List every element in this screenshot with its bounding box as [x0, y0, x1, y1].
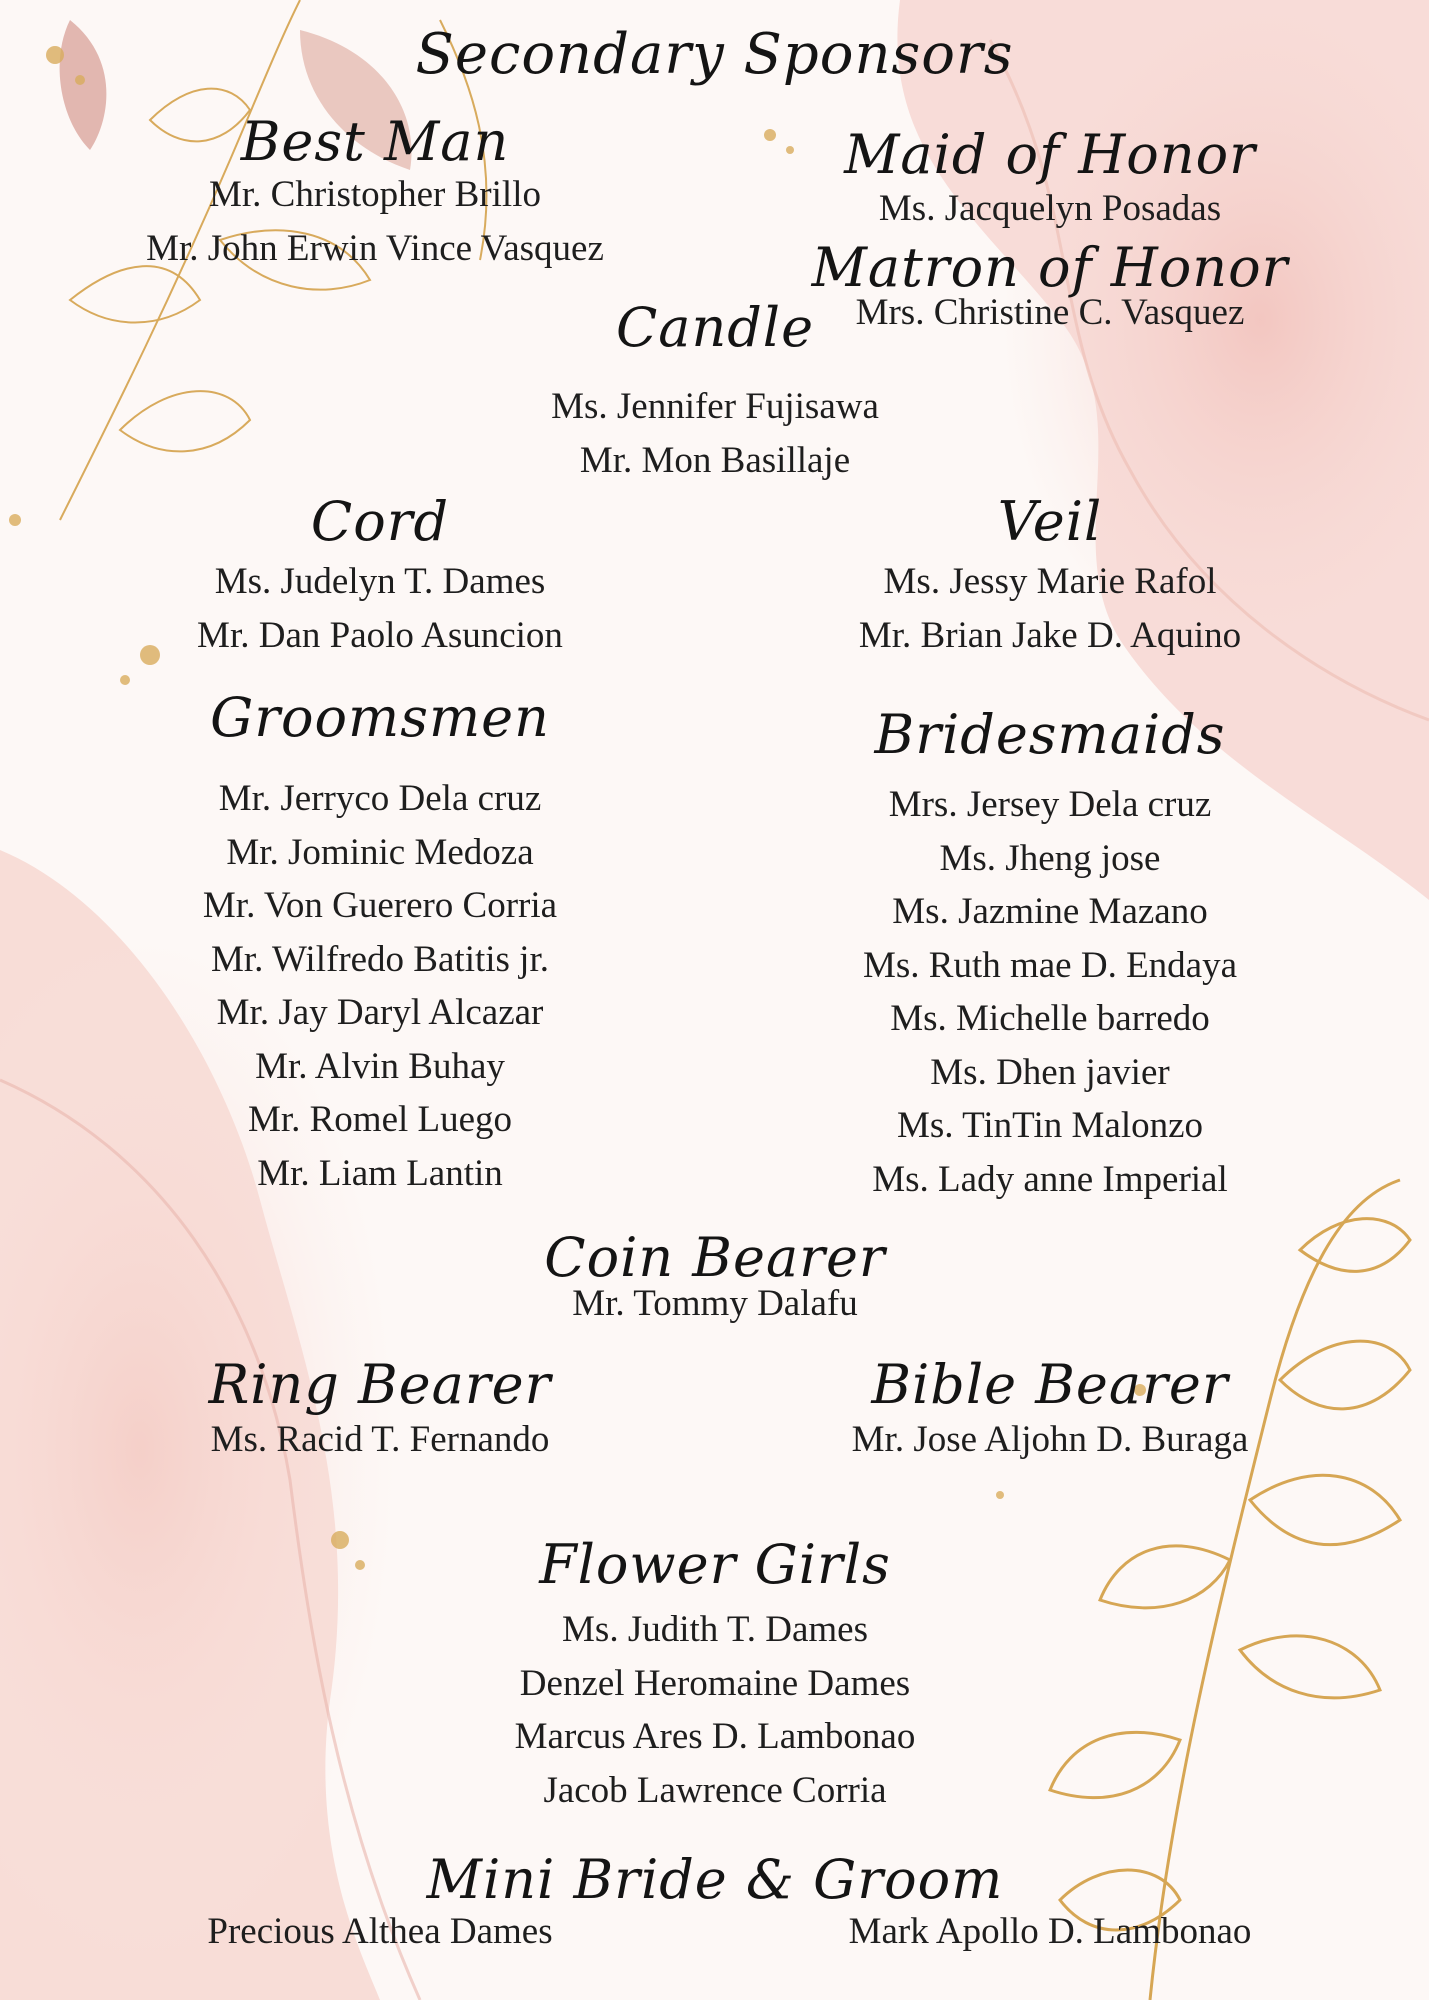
name-line: Ms. Judelyn T. Dames — [214, 561, 546, 602]
ring-bearer-names — [80, 1413, 680, 1467]
name-line: Ms. Lady anne Imperial — [872, 1158, 1228, 1200]
name-line: Ms. Jacquelyn Posadas — [878, 188, 1222, 229]
mini-groom-name: Mark Apollo D. Lambonao — [848, 1911, 1252, 1952]
cord-heading: Cord — [310, 490, 450, 553]
ring-bearer-heading: Ring Bearer — [208, 1353, 552, 1416]
name-line: Ms. Racid T. Fernando — [210, 1419, 550, 1460]
name-line: Ms. Jessy Marie Rafol — [883, 561, 1217, 602]
name-line: Mr. Jerryco Dela cruz — [218, 778, 542, 819]
name-line: Ms. TinTin Malonzo — [896, 1105, 1204, 1146]
name-line: Mrs. Christine C. Vasquez — [855, 292, 1245, 333]
maid-of-honor-names — [750, 182, 1350, 236]
name-line: Ms. Ruth mae D. Endaya — [862, 944, 1238, 986]
name-line: Ms. Jazmine Mazano — [892, 891, 1208, 932]
name-line: Mr. Tommy Dalafu — [572, 1283, 858, 1324]
matron-of-honor-heading: Matron of Honor — [811, 236, 1289, 299]
name-line: Mr. Jay Daryl Alcazar — [216, 992, 544, 1033]
name-line: Mr. Alvin Buhay — [255, 1045, 505, 1087]
maid-of-honor-heading: Maid of Honor — [844, 123, 1256, 186]
candle-heading: Candle — [615, 296, 815, 359]
name-line: Ms. Michelle barredo — [890, 998, 1210, 1039]
best-man-heading: Best Man — [240, 110, 510, 173]
flower-girls-heading: Flower Girls — [539, 1533, 891, 1596]
name-line: Mr. John Erwin Vince Vasquez — [146, 227, 604, 269]
name-line: Mr. Wilfredo Batitis jr. — [210, 938, 549, 980]
veil-names — [750, 555, 1350, 662]
name-line: Denzel Heromaine Dames — [519, 1662, 911, 1704]
page-title: Secondary Sponsors — [415, 22, 1014, 87]
name-line: Ms. Dhen javier — [930, 1051, 1170, 1093]
veil-heading: Veil — [997, 490, 1103, 553]
coin-bearer-names — [415, 1277, 1015, 1331]
name-line: Mr. Christopher Brillo — [209, 174, 541, 215]
name-line: Mr. Jominic Medoza — [226, 831, 534, 873]
name-line: Ms. Judith T. Dames — [562, 1609, 868, 1650]
name-line: Marcus Ares D. Lambonao — [514, 1716, 916, 1757]
bridesmaids-names — [750, 778, 1350, 1206]
name-line: Ms. Jennifer Fujisawa — [551, 386, 879, 427]
name-line: Mr. Dan Paolo Asuncion — [197, 614, 563, 656]
name-line: Ms. Jheng jose — [939, 837, 1161, 879]
name-line: Mr. Von Guerero Corria — [202, 885, 558, 926]
bible-bearer-heading: Bible Bearer — [871, 1353, 1229, 1416]
coin-bearer-heading: Coin Bearer — [544, 1226, 886, 1289]
name-line: Mrs. Jersey Dela cruz — [888, 784, 1212, 825]
name-line: Jacob Lawrence Corria — [543, 1769, 887, 1811]
mini-bride-name: Precious Althea Dames — [207, 1911, 553, 1952]
name-line: Mr. Liam Lantin — [257, 1152, 503, 1194]
cord-names — [80, 555, 680, 662]
flower-girls-names — [415, 1603, 1015, 1817]
groomsmen-heading: Groomsmen — [210, 686, 550, 749]
name-line: Mr. Mon Basillaje — [579, 439, 851, 481]
name-line: Mr. Jose Aljohn D. Buraga — [851, 1419, 1249, 1460]
bridesmaids-heading: Bridesmaids — [874, 703, 1226, 766]
best-man-names — [75, 168, 675, 275]
groomsmen-names — [80, 772, 680, 1200]
bible-bearer-names — [750, 1413, 1350, 1467]
candle-names — [415, 380, 1015, 487]
name-line: Mr. Brian Jake D. Aquino — [858, 614, 1242, 656]
name-line: Mr. Romel Luego — [247, 1099, 513, 1140]
mini-bride-groom-heading: Mini Bride & Groom — [426, 1848, 1004, 1911]
